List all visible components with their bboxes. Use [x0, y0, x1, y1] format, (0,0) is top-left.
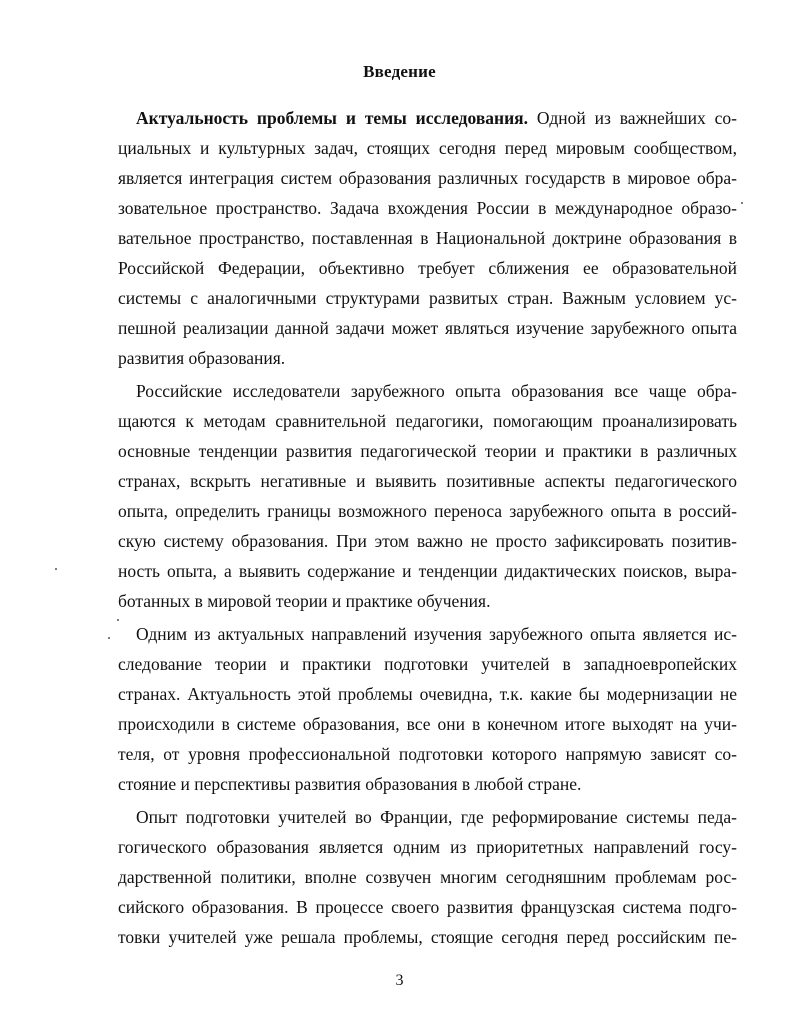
paragraph-line: теля, от уровня профессиональной подготовки которого напрямую зависят со- [118, 744, 737, 764]
page-number: 3 [395, 972, 404, 989]
lead-bold-text: Актуальность проблемы и темы исследования. [136, 108, 529, 128]
paragraph-line: системы с аналогичными структурами развитых стран. Важным условием ус- [118, 288, 737, 308]
paragraph-line: скую систему образования. При этом важно не просто зафиксировать позитив- [118, 531, 737, 551]
paragraph-line: пешной реализации данной задачи может являться изучение зарубежного опыта [118, 318, 737, 338]
scan-speck [108, 637, 110, 639]
paragraph-line: ность опыта, а выявить содержание и тенденции дидактических поисков, выра- [118, 561, 737, 581]
paragraph-line: стояние и перспективы развития образования в любой стране. [118, 774, 582, 794]
paragraph-line: сийского образования. В процессе своего развития французская система подго- [118, 897, 737, 917]
paragraph-line: происходили в системе образования, все они в конечном итоге выходят на учи- [118, 714, 737, 734]
paragraph-line: гогического образования является одним из приоритетных направлений госу- [118, 837, 737, 857]
paragraph-line: вательное пространство, поставленная в Национальной доктрине образования в [118, 228, 737, 248]
paragraph-line: следование теории и практики подготовки учителей в западноевропейских [118, 654, 737, 674]
paragraph-line: Российской Федерации, объективно требует сближения ее образовательной [118, 258, 737, 278]
paragraph-line: зовательное пространство. Задача вхождения России в международное образо- [118, 198, 737, 218]
paragraph-line: Опыт подготовки учителей во Франции, где реформирование системы педа- [136, 807, 737, 827]
scan-speck [741, 202, 743, 204]
paragraph-line: странах, вскрыть негативные и выявить позитивные аспекты педагогического [118, 471, 737, 491]
scan-speck [117, 619, 119, 621]
paragraph-line: товки учителей уже решала проблемы, стоящие сегодня перед российским пе- [118, 927, 737, 947]
paragraph-line: является интеграция систем образования различных государств в мировое обра- [118, 168, 737, 188]
paragraph-line: щаются к методам сравнительной педагогики, помогающим проанализировать [118, 411, 737, 431]
paragraph-line: циальных и культурных задач, стоящих сегодня перед мировым сообществом, [118, 138, 737, 158]
paragraph-line: странах. Актуальность этой проблемы очевидна, т.к. какие бы модернизации не [118, 684, 737, 704]
section-heading: Введение [363, 62, 436, 81]
paragraph-line: дарственной политики, вполне созвучен многим сегодняшним проблемам рос- [118, 867, 737, 887]
paragraph-line: опыта, определить границы возможного переноса зарубежного опыта в россий- [118, 501, 737, 521]
paragraph-line: Российские исследователи зарубежного опыта образования все чаще обра- [136, 381, 737, 401]
paragraph-line: Одним из актуальных направлений изучения зарубежного опыта является ис- [136, 624, 737, 644]
paragraph-line: ботанных в мировой теории и практике обучения. [118, 591, 491, 611]
paragraph-line: развития образования. [118, 348, 286, 368]
paragraph-line: основные тенденции развития педагогической теории и практики в различных [118, 441, 737, 461]
paragraph-line: Актуальность проблемы и темы исследования. Одной из важнейших со- [136, 108, 737, 128]
scan-speck [55, 568, 57, 570]
